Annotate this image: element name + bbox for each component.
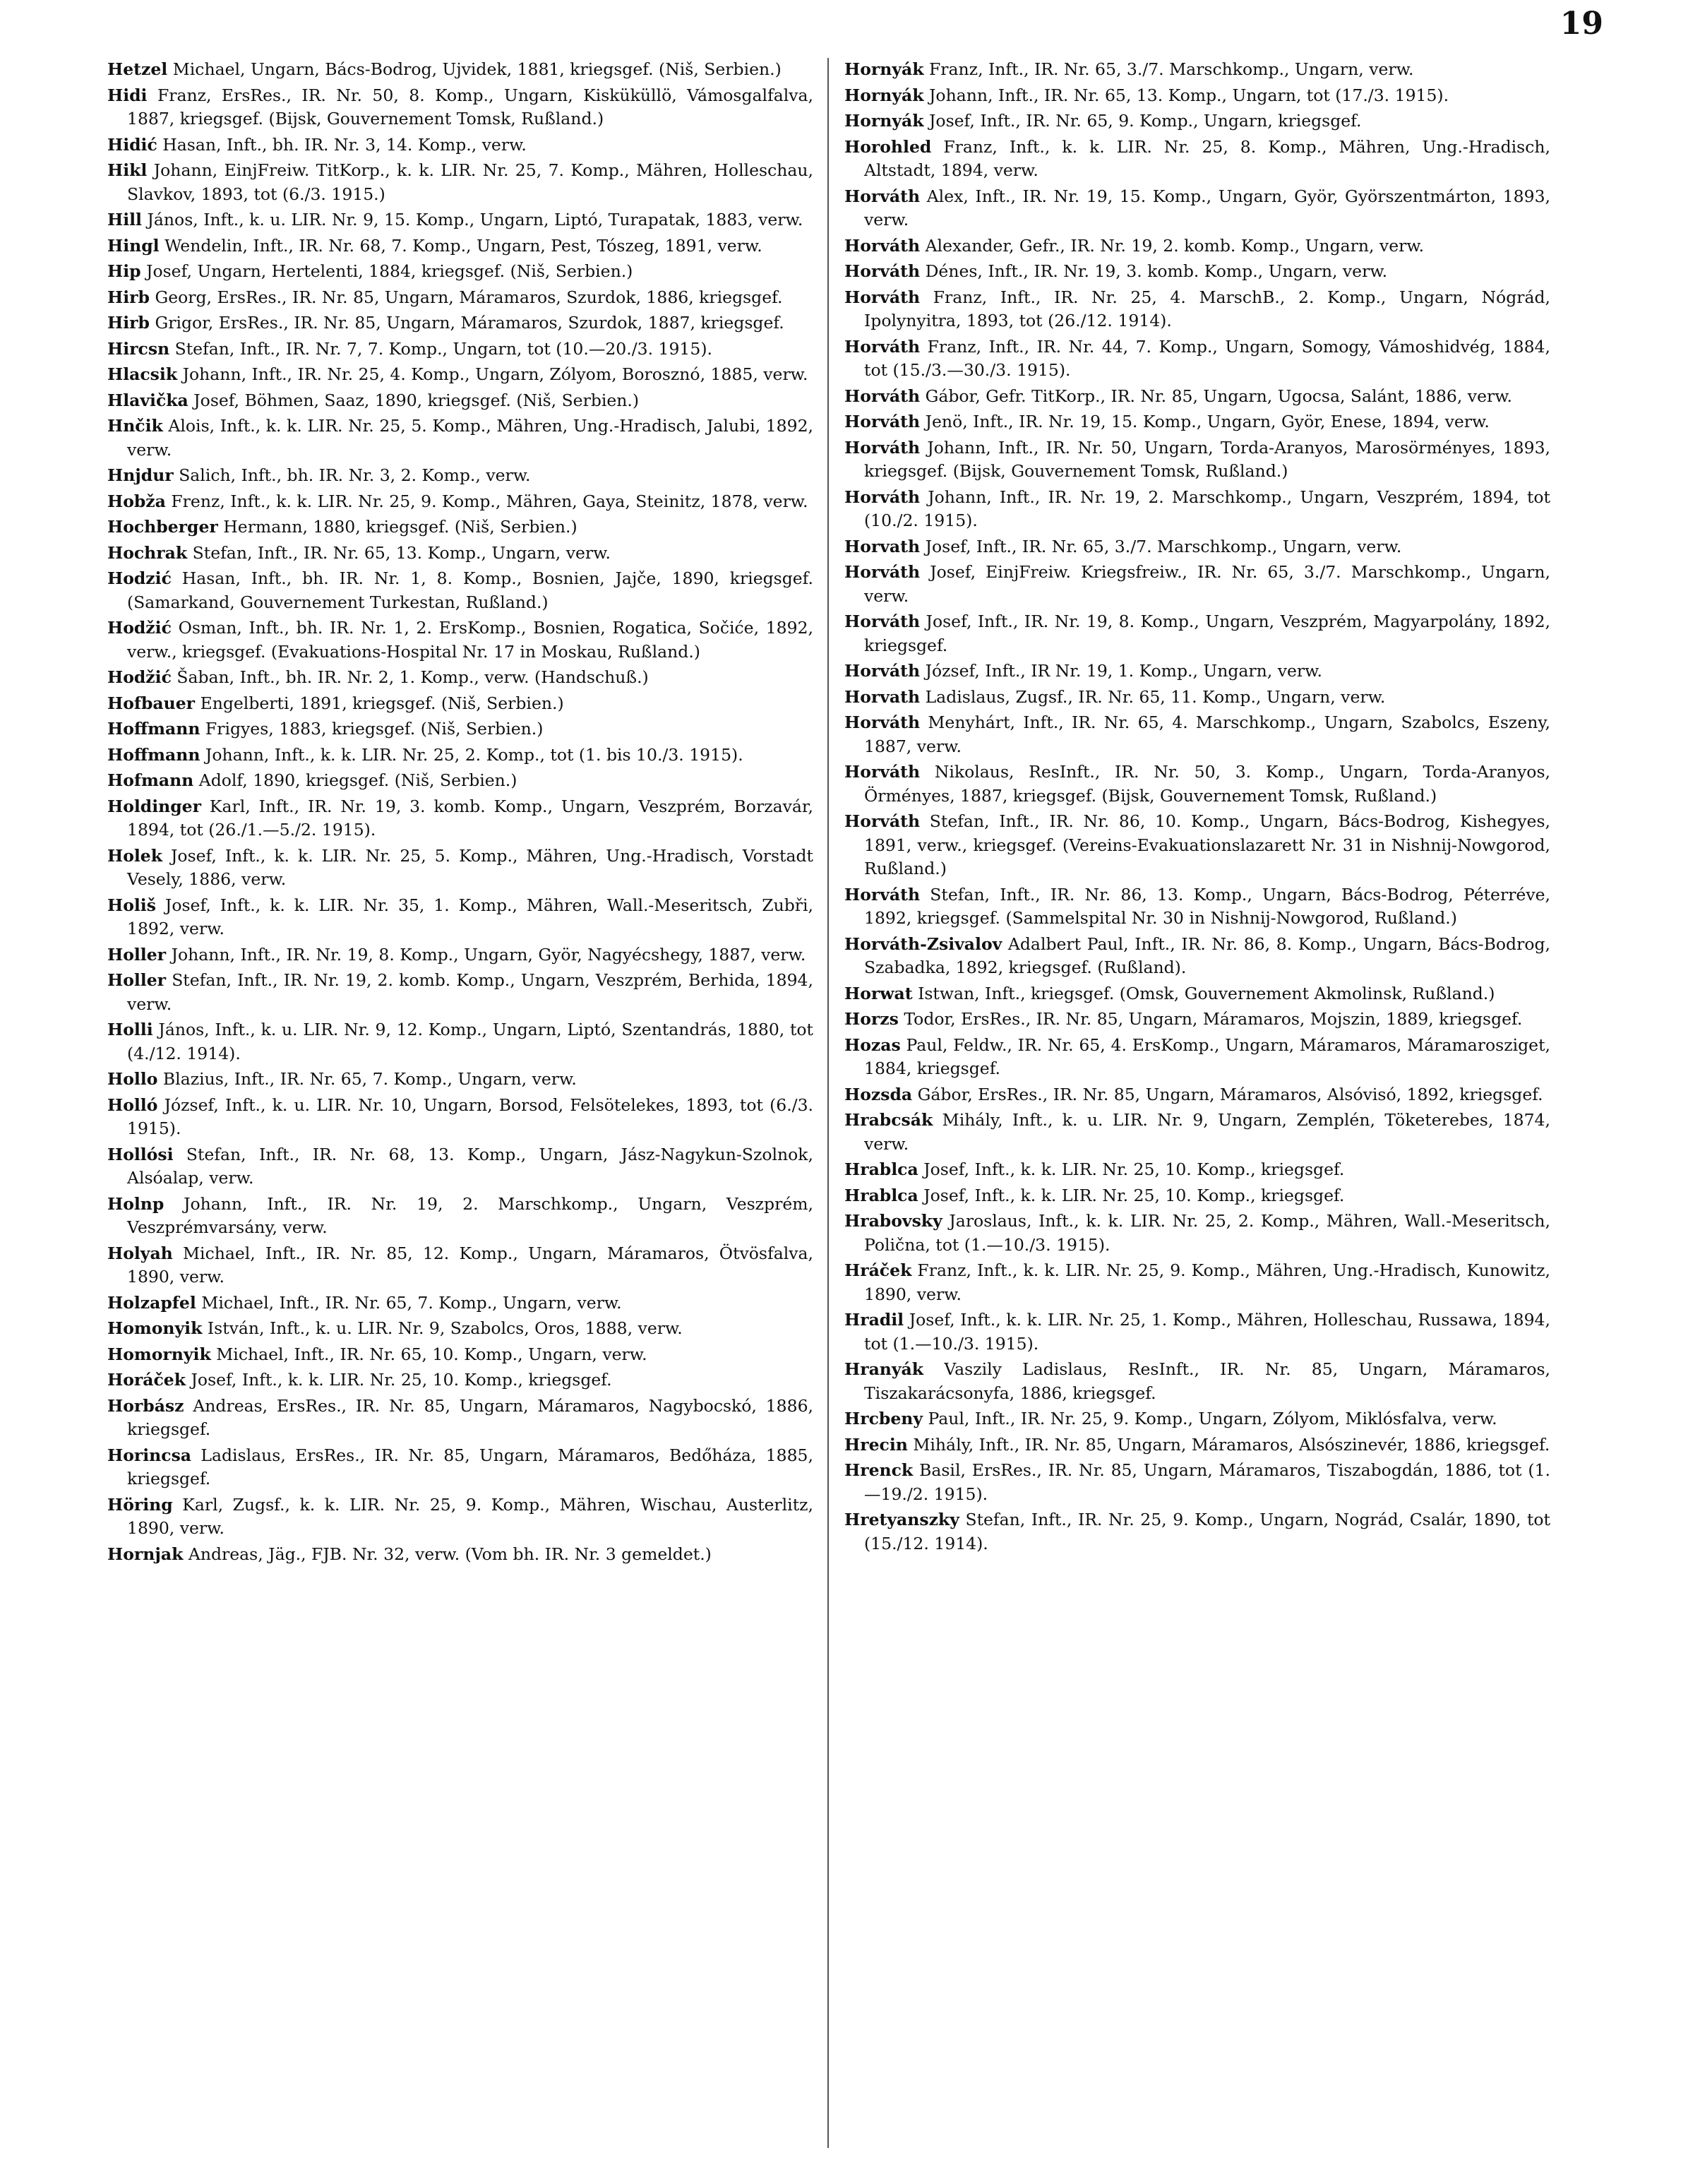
- entry-surname: Hradil: [844, 1310, 904, 1330]
- entry-surname: Hochrak: [107, 542, 188, 563]
- right-column: [844, 58, 1550, 1558]
- list-item: [844, 84, 1550, 108]
- entry-surname: Holdinger: [107, 796, 202, 816]
- entry-details: Georg, ErsRes., IR. Nr. 85, Ungarn, Máramaros, Szurdok, 1886, kriegsgef.: [155, 287, 783, 307]
- entry-surname: Horváth: [844, 186, 921, 206]
- entry-details: Johann, Inft., IR. Nr. 25, 4. Komp., Ungarn, Zólyom, Borosznó, 1885, verw.: [182, 364, 808, 384]
- entry-surname: Horváth: [844, 437, 921, 458]
- entry-details: János, Inft., k. u. LIR. Nr. 9, 12. Komp., Ungarn, Liptó, Szentandrás, 1880, tot (4./12. 1914).: [127, 1020, 813, 1063]
- entry-surname: Höring: [107, 1494, 173, 1515]
- entry-details: Andreas, Jäg., FJB. Nr. 32, verw. (Vom bh. IR. Nr. 3 gemeldet.): [188, 1544, 712, 1564]
- list-item: [107, 1143, 813, 1191]
- entry-surname: Horváth: [844, 884, 921, 905]
- list-item: [844, 711, 1550, 758]
- entry-surname: Hingl: [107, 235, 160, 256]
- entry-details: Franz, Inft., k. k. LIR. Nr. 25, 9. Komp., Mähren, Ung.-Hradisch, Kunowitz, 1890, verw.: [864, 1260, 1550, 1304]
- entry-details: Josef, Inft., IR. Nr. 65, 9. Komp., Ungarn, kriegsgef.: [929, 111, 1362, 131]
- list-item: [844, 385, 1550, 409]
- list-item: [107, 666, 813, 690]
- entry-surname: Hrabovsky: [844, 1211, 942, 1231]
- entry-details: Hermann, 1880, kriegsgef. (Niš, Serbien.): [223, 517, 577, 537]
- entry-surname: Hetzel: [107, 59, 168, 79]
- entry-details: Adalbert Paul, Inft., IR. Nr. 86, 8. Komp., Ungarn, Bács-Bodrog, Szabadka, 1892, kriegsgef. (Rußland).: [864, 933, 1550, 977]
- list-item: [107, 389, 813, 413]
- entry-details: Johann, Inft., k. k. LIR. Nr. 25, 2. Komp., tot (1. bis 10./3. 1915).: [205, 744, 743, 765]
- entry-details: Salich, Inft., bh. IR. Nr. 3, 2. Komp., verw.: [179, 465, 531, 485]
- list-item: [844, 185, 1550, 232]
- entry-details: Adolf, 1890, kriegsgef. (Niš, Serbien.): [198, 770, 517, 790]
- entry-details: Johann, EinjFreiw. TitKorp., k. k. LIR. Nr. 25, 7. Komp., Mähren, Holleschau, Slavkov, 1893, tot (6./3. 1915.): [127, 160, 813, 204]
- entry-surname: Holló: [107, 1094, 158, 1115]
- entry-surname: Hlacsik: [107, 364, 178, 384]
- entry-surname: Hollósi: [107, 1144, 174, 1164]
- entry-details: Šaban, Inft., bh. IR. Nr. 2, 1. Komp., verw. (Handschuß.): [176, 667, 649, 687]
- entry-details: Osman, Inft., bh. IR. Nr. 1, 2. ErsKomp., Bosnien, Rogatica, Sočiće, 1892, verw., kriegsgef. (Evakuations-Hospital Nr. 17 in Moskau, Rußland.): [127, 618, 813, 662]
- list-item: [107, 567, 813, 614]
- list-item: [107, 1395, 813, 1442]
- entry-surname: Horváth: [844, 261, 921, 281]
- entry-surname: Hodžić: [107, 618, 172, 638]
- entry-surname: Homonyik: [107, 1318, 203, 1338]
- list-item: [844, 660, 1550, 684]
- entry-surname: Horváth-Zsivalov: [844, 933, 1002, 954]
- list-item: [844, 1210, 1550, 1257]
- entry-surname: Horváth: [844, 712, 921, 732]
- entry-surname: Hip: [107, 261, 141, 281]
- entry-details: Andreas, ErsRes., IR. Nr. 85, Ungarn, Máramaros, Nagybocskó, 1886, kriegsgef.: [127, 1395, 813, 1439]
- entry-surname: Hikl: [107, 160, 148, 180]
- list-item: [107, 208, 813, 232]
- list-item: [107, 1343, 813, 1367]
- entry-surname: Hozsda: [844, 1084, 913, 1104]
- list-item: [107, 515, 813, 539]
- entry-surname: Horincsa: [107, 1445, 192, 1465]
- entry-details: Nikolaus, ResInft., IR. Nr. 50, 3. Komp., Ungarn, Torda-Aranyos, Örményes, 1887, kriegsgef. (Bijsk, Gouvernement Tomsk, Rußland.): [864, 762, 1550, 806]
- list-item: [844, 810, 1550, 881]
- entry-details: Stefan, Inft., IR. Nr. 19, 2. komb. Komp., Ungarn, Veszprém, Berhida, 1894, verw.: [127, 970, 813, 1014]
- list-item: [107, 769, 813, 793]
- list-item: [844, 561, 1550, 608]
- entry-surname: Horváth: [844, 562, 921, 582]
- entry-details: Basil, ErsRes., IR. Nr. 85, Ungarn, Máramaros, Tiszabogdán, 1886, tot (1.—19./2. 1915).: [864, 1460, 1550, 1504]
- list-item: [107, 717, 813, 741]
- entry-details: Johann, Inft., IR. Nr. 19, 2. Marschkomp., Ungarn, Veszprém, Veszprémvarsány, verw.: [127, 1193, 813, 1237]
- list-item: [107, 1094, 813, 1141]
- entry-details: Dénes, Inft., IR. Nr. 19, 3. komb. Komp., Ungarn, verw.: [925, 261, 1388, 281]
- entry-surname: Holli: [107, 1020, 153, 1039]
- entry-surname: Hornyák: [844, 59, 924, 79]
- entry-surname: Horváth: [844, 336, 921, 357]
- entry-details: Josef, Inft., IR. Nr. 19, 8. Komp., Ungarn, Veszprém, Magyarpolány, 1892, kriegsgef.: [864, 611, 1550, 655]
- entry-details: Istwan, Inft., kriegsgef. (Omsk, Gouvernement Akmolinsk, Rußland.): [918, 983, 1495, 1003]
- entry-details: Josef, Inft., k. k. LIR. Nr. 25, 10. Komp., kriegsgef.: [923, 1185, 1345, 1205]
- entry-surname: Hornyák: [844, 85, 924, 105]
- entry-details: Stefan, Inft., IR. Nr. 86, 13. Komp., Ungarn, Bács-Bodrog, Péterréve, 1892, kriegsgef. (Sammelspital Nr. 30 in Nishnij-Nowgorod, Rußland.): [864, 884, 1550, 928]
- entry-surname: Hornjak: [107, 1544, 184, 1564]
- entry-details: Jaroslaus, Inft., k. k. LIR. Nr. 25, 2. Komp., Mähren, Wall.-Meseritsch, Polična, tot (1.—10./3. 1915).: [864, 1211, 1550, 1255]
- entry-details: Vaszily Ladislaus, ResInft., IR. Nr. 85, Ungarn, Máramaros, Tiszakarácsonyfa, 1886, kriegsgef.: [864, 1359, 1550, 1403]
- entry-details: Josef, EinjFreiw. Kriegsfreiw., IR. Nr. 65, 3./7. Marschkomp., Ungarn, verw.: [864, 562, 1550, 606]
- entry-surname: Horváth: [844, 611, 921, 631]
- entry-details: Franz, ErsRes., IR. Nr. 50, 8. Komp., Ungarn, Kisküküllö, Vámosgalfalva, 1887, kriegsgef. (Bijsk, Gouvernement Tomsk, Rußland.): [127, 85, 813, 129]
- list-item: [844, 883, 1550, 931]
- entry-details: Johann, Inft., IR. Nr. 19, 8. Komp., Ungarn, Györ, Nagyécshegy, 1887, verw.: [171, 944, 806, 965]
- list-item: [107, 133, 813, 157]
- entry-details: Josef, Inft., k. k. LIR. Nr. 25, 5. Komp., Mähren, Ung.-Hradisch, Vorstadt Vesely, 1886, verw.: [127, 845, 813, 889]
- list-item: [844, 335, 1550, 383]
- entry-details: Johann, Inft., IR. Nr. 19, 2. Marschkomp., Ungarn, Veszprém, 1894, tot (10./2. 1915).: [864, 487, 1550, 530]
- entry-surname: Holek: [107, 845, 163, 866]
- entry-details: Gábor, Gefr. TitKorp., IR. Nr. 85, Ungarn, Ugocsa, Salánt, 1886, verw.: [925, 386, 1513, 406]
- list-item: [844, 1008, 1550, 1032]
- list-item: [844, 1308, 1550, 1356]
- entry-details: Paul, Feldw., IR. Nr. 65, 4. ErsKomp., Ungarn, Máramaros, Máramarosziget, 1884, kriegsgef.: [864, 1034, 1550, 1078]
- entry-details: Michael, Inft., IR. Nr. 85, 12. Komp., Ungarn, Máramaros, Ötvösfalva, 1890, verw.: [127, 1243, 813, 1287]
- entry-surname: Hrcbeny: [844, 1409, 923, 1428]
- entry-surname: Holnp: [107, 1193, 164, 1214]
- entry-details: Karl, Inft., IR. Nr. 19, 3. komb. Komp., Ungarn, Veszprém, Borzavár, 1894, tot (26./1.—5./2. 1915).: [127, 796, 813, 840]
- entry-details: Alois, Inft., k. k. LIR. Nr. 25, 5. Komp., Mähren, Ung.-Hradisch, Jalubi, 1892, verw.: [127, 416, 813, 460]
- entry-surname: Horváth: [844, 386, 921, 406]
- list-item: [107, 414, 813, 462]
- list-item: [844, 1034, 1550, 1081]
- entry-details: Stefan, Inft., IR. Nr. 7, 7. Komp., Ungarn, tot (10.—20./3. 1915).: [174, 338, 712, 359]
- entry-surname: Horváth: [844, 412, 921, 431]
- list-item: [844, 1433, 1550, 1457]
- list-item: [844, 234, 1550, 258]
- list-item: [107, 464, 813, 488]
- entry-surname: Hrenck: [844, 1460, 914, 1480]
- list-item: [844, 1358, 1550, 1405]
- entry-details: Ladislaus, Zugsf., IR. Nr. 65, 11. Komp., Ungarn, verw.: [925, 686, 1386, 707]
- page-number: 19: [1560, 6, 1603, 42]
- list-item: [844, 286, 1550, 333]
- entry-details: Menyhárt, Inft., IR. Nr. 65, 4. Marschkomp., Ungarn, Szabolcs, Eszeny, 1887, verw.: [864, 712, 1550, 756]
- list-item: [107, 311, 813, 335]
- entry-surname: Horvath: [844, 536, 921, 556]
- entry-details: Josef, Böhmen, Saaz, 1890, kriegsgef. (Niš, Serbien.): [193, 390, 640, 410]
- list-item: [844, 686, 1550, 710]
- list-item: [844, 260, 1550, 284]
- list-item: [107, 1193, 813, 1240]
- entry-details: Stefan, Inft., IR. Nr. 25, 9. Komp., Ungarn, Nográd, Csalár, 1890, tot (15./12. 1914).: [864, 1510, 1550, 1553]
- list-item: [844, 933, 1550, 980]
- entry-details: István, Inft., k. u. LIR. Nr. 9, Szabolcs, Oros, 1888, verw.: [207, 1318, 683, 1338]
- list-item: [844, 486, 1550, 533]
- entry-surname: Horohled: [844, 136, 932, 157]
- entry-surname: Hnčik: [107, 416, 163, 436]
- column-divider: [827, 58, 829, 2148]
- entry-surname: Hobža: [107, 491, 166, 511]
- list-item: [844, 1259, 1550, 1306]
- entry-surname: Hofbauer: [107, 693, 196, 713]
- list-item: [844, 1109, 1550, 1156]
- entry-surname: Hrablca: [844, 1159, 918, 1179]
- list-item: [107, 845, 813, 892]
- entry-surname: Hoffmann: [107, 719, 200, 739]
- entry-surname: Holler: [107, 944, 167, 965]
- list-item: [844, 1407, 1550, 1431]
- list-item: [844, 436, 1550, 484]
- entry-surname: Horváth: [844, 811, 921, 831]
- list-item: [107, 1493, 813, 1541]
- entry-surname: Hodzić: [107, 568, 172, 588]
- list-item: [107, 692, 813, 716]
- entry-details: Franz, Inft., k. k. LIR. Nr. 25, 8. Komp., Mähren, Ung.-Hradisch, Altstadt, 1894, verw.: [864, 136, 1550, 180]
- list-item: [107, 969, 813, 1016]
- entry-surname: Holzapfel: [107, 1292, 196, 1313]
- list-item: [107, 490, 813, 514]
- entry-details: Josef, Inft., k. k. LIR. Nr. 35, 1. Komp., Mähren, Wall.-Meseritsch, Zubři, 1892, verw.: [127, 895, 813, 938]
- entry-details: Josef, Inft., k. k. LIR. Nr. 25, 10. Komp., kriegsgef.: [191, 1370, 612, 1390]
- entry-details: Franz, Inft., IR. Nr. 65, 3./7. Marschkomp., Ungarn, verw.: [929, 59, 1414, 79]
- entry-surname: Hidić: [107, 134, 157, 155]
- entry-surname: Hirb: [107, 287, 150, 307]
- list-item: [107, 260, 813, 284]
- entry-surname: Hozas: [844, 1034, 901, 1055]
- list-item: [107, 542, 813, 566]
- list-item: [107, 795, 813, 842]
- list-item: [107, 1242, 813, 1289]
- entry-details: Franz, Inft., IR. Nr. 44, 7. Komp., Ungarn, Somogy, Vámoshidvég, 1884, tot (15./3.—30./3. 1915).: [864, 336, 1550, 380]
- entry-surname: Horváth: [844, 762, 921, 782]
- list-item: [107, 894, 813, 941]
- entry-surname: Hidi: [107, 85, 148, 105]
- entry-details: Engelberti, 1891, kriegsgef. (Niš, Serbien.): [200, 693, 564, 713]
- list-item: [107, 58, 813, 82]
- list-item: [844, 1459, 1550, 1506]
- entry-surname: Horváth: [844, 287, 921, 307]
- entry-details: Wendelin, Inft., IR. Nr. 68, 7. Komp., Ungarn, Pest, Tószeg, 1891, verw.: [164, 235, 762, 256]
- list-item: [107, 84, 813, 131]
- left-column: [107, 58, 813, 1568]
- entry-surname: Holler: [107, 970, 167, 990]
- entry-details: Johann, Inft., IR. Nr. 65, 13. Komp., Ungarn, tot (17./3. 1915).: [929, 85, 1449, 105]
- entry-surname: Hirb: [107, 313, 150, 333]
- entry-details: Stefan, Inft., IR. Nr. 68, 13. Komp., Ungarn, Jász-Nagykun-Szolnok, Alsóalap, verw.: [127, 1144, 813, 1188]
- entry-details: Alexander, Gefr., IR. Nr. 19, 2. komb. Komp., Ungarn, verw.: [925, 235, 1425, 256]
- entry-details: Grigor, ErsRes., IR. Nr. 85, Ungarn, Máramaros, Szurdok, 1887, kriegsgef.: [155, 313, 784, 333]
- entry-surname: Hollo: [107, 1069, 158, 1089]
- list-item: [844, 58, 1550, 82]
- entry-surname: Horwat: [844, 983, 913, 1003]
- entry-details: Josef, Inft., k. k. LIR. Nr. 25, 1. Komp., Mähren, Holleschau, Russawa, 1894, tot (1.—10./3. 1915).: [864, 1310, 1550, 1354]
- entry-surname: Horváth: [844, 487, 921, 507]
- entry-details: Stefan, Inft., IR. Nr. 86, 10. Komp., Ungarn, Bács-Bodrog, Kishegyes, 1891, verw., kriegsgef. (Vereins-Evakuationslazarett Nr. 31 in Nishnij-Nowgorod, Rußland.): [864, 811, 1550, 878]
- entry-details: Frenz, Inft., k. k. LIR. Nr. 25, 9. Komp., Mähren, Gaya, Steinitz, 1878, verw.: [171, 491, 808, 511]
- entry-details: Blazius, Inft., IR. Nr. 65, 7. Komp., Ungarn, verw.: [162, 1069, 577, 1089]
- entry-details: Gábor, ErsRes., IR. Nr. 85, Ungarn, Máramaros, Alsóvisó, 1892, kriegsgef.: [917, 1084, 1543, 1104]
- entry-details: Karl, Zugsf., k. k. LIR. Nr. 25, 9. Komp., Mähren, Wischau, Austerlitz, 1890, verw.: [127, 1494, 813, 1538]
- list-item: [844, 136, 1550, 183]
- entry-details: Josef, Inft., IR. Nr. 65, 3./7. Marschkomp., Ungarn, verw.: [925, 536, 1402, 556]
- list-item: [844, 760, 1550, 808]
- entry-details: Todor, ErsRes., IR. Nr. 85, Ungarn, Máramaros, Mojszin, 1889, kriegsgef.: [904, 1009, 1523, 1029]
- entry-details: Mihály, Inft., IR. Nr. 85, Ungarn, Máramaros, Alsószinevér, 1886, kriegsgef.: [913, 1434, 1550, 1455]
- entry-surname: Horváth: [844, 235, 921, 256]
- list-item: [107, 286, 813, 310]
- entry-surname: Hrecin: [844, 1434, 908, 1455]
- entry-surname: Hofmann: [107, 770, 194, 790]
- entry-surname: Hoffmann: [107, 744, 200, 765]
- entry-surname: Hill: [107, 210, 142, 229]
- entry-surname: Hlavička: [107, 390, 188, 410]
- entry-details: János, Inft., k. u. LIR. Nr. 9, 15. Komp., Ungarn, Liptó, Turapatak, 1883, verw.: [147, 210, 803, 229]
- entry-surname: Horáček: [107, 1370, 186, 1390]
- entry-details: Franz, Inft., IR. Nr. 25, 4. MarschB., 2. Komp., Ungarn, Nógrád, Ipolynyitra, 1893, tot (26./12. 1914).: [864, 287, 1550, 330]
- entry-details: Paul, Inft., IR. Nr. 25, 9. Komp., Ungarn, Zólyom, Miklósfalva, verw.: [928, 1409, 1497, 1428]
- list-item: [107, 943, 813, 967]
- entry-surname: Hochberger: [107, 517, 218, 537]
- list-item: [107, 744, 813, 768]
- list-item: [107, 159, 813, 206]
- list-item: [107, 1317, 813, 1341]
- entry-details: Josef, Inft., k. k. LIR. Nr. 25, 10. Komp., kriegsgef.: [923, 1159, 1345, 1179]
- list-item: [844, 410, 1550, 434]
- entry-surname: Hodžić: [107, 667, 172, 687]
- list-item: [107, 1018, 813, 1066]
- list-item: [107, 1444, 813, 1491]
- entry-details: Alex, Inft., IR. Nr. 19, 15. Komp., Ungarn, Györ, Györszentmárton, 1893, verw.: [864, 186, 1550, 229]
- entry-details: Stefan, Inft., IR. Nr. 65, 13. Komp., Ungarn, verw.: [192, 542, 611, 563]
- entry-details: Josef, Ungarn, Hertelenti, 1884, kriegsgef. (Niš, Serbien.): [146, 261, 633, 281]
- list-item: [844, 1184, 1550, 1208]
- entry-details: Johann, Inft., IR. Nr. 50, Ungarn, Torda-Aranyos, Marosörményes, 1893, kriegsgef. (Bijsk, Gouvernement Tomsk, Rußland.): [864, 437, 1550, 481]
- list-item: [107, 1543, 813, 1567]
- entry-surname: Horzs: [844, 1009, 899, 1029]
- list-item: [844, 1083, 1550, 1107]
- entry-details: Michael, Inft., IR. Nr. 65, 10. Komp., Ungarn, verw.: [216, 1344, 647, 1364]
- list-item: [844, 982, 1550, 1006]
- entry-surname: Hrabcsák: [844, 1110, 933, 1130]
- entry-details: Frigyes, 1883, kriegsgef. (Niš, Serbien.): [205, 719, 544, 739]
- entry-surname: Horbász: [107, 1395, 184, 1416]
- list-item: [844, 1508, 1550, 1556]
- list-item: [107, 1368, 813, 1392]
- list-item: [107, 616, 813, 664]
- list-item: [107, 338, 813, 362]
- entry-details: Michael, Inft., IR. Nr. 65, 7. Komp., Ungarn, verw.: [201, 1292, 622, 1313]
- entry-surname: Homornyik: [107, 1344, 211, 1364]
- list-item: [844, 109, 1550, 133]
- entry-surname: Hircsn: [107, 338, 170, 359]
- entry-surname: Holiš: [107, 895, 156, 915]
- list-item: [844, 610, 1550, 657]
- entry-details: Hasan, Inft., bh. IR. Nr. 3, 14. Komp., verw.: [162, 134, 527, 155]
- list-item: [107, 234, 813, 258]
- entry-details: Michael, Ungarn, Bács-Bodrog, Ujvidek, 1881, kriegsgef. (Niš, Serbien.): [172, 59, 782, 79]
- entry-surname: Hranyák: [844, 1359, 924, 1379]
- entry-surname: Hornyák: [844, 111, 924, 131]
- entry-details: Ladislaus, ErsRes., IR. Nr. 85, Ungarn, Máramaros, Bedőháza, 1885, kriegsgef.: [127, 1445, 813, 1488]
- entry-surname: Hráček: [844, 1260, 912, 1280]
- entry-details: Jenö, Inft., IR. Nr. 19, 15. Komp., Ungarn, Györ, Enese, 1894, verw.: [925, 412, 1490, 431]
- entry-surname: Hretyanszky: [844, 1510, 959, 1529]
- list-item: [107, 363, 813, 387]
- entry-surname: Hrablca: [844, 1185, 918, 1205]
- list-item: [844, 1158, 1550, 1182]
- entry-details: Hasan, Inft., bh. IR. Nr. 1, 8. Komp., Bosnien, Jajče, 1890, kriegsgef. (Samarkand, Gouvernement Turkestan, Rußland.): [127, 568, 813, 612]
- list-item: [107, 1068, 813, 1092]
- entry-details: József, Inft., k. u. LIR. Nr. 10, Ungarn, Borsod, Felsötelekes, 1893, tot (6./3. 1915).: [127, 1094, 813, 1138]
- entry-surname: Hnjdur: [107, 465, 174, 485]
- list-item: [107, 1291, 813, 1315]
- entry-surname: Horvath: [844, 686, 921, 707]
- entry-surname: Holyah: [107, 1243, 173, 1263]
- list-item: [844, 535, 1550, 559]
- entry-details: József, Inft., IR Nr. 19, 1. Komp., Ungarn, verw.: [925, 661, 1322, 681]
- entry-surname: Horváth: [844, 661, 921, 681]
- entry-details: Mihály, Inft., k. u. LIR. Nr. 9, Ungarn, Zemplén, Töketerebes, 1874, verw.: [864, 1110, 1550, 1154]
